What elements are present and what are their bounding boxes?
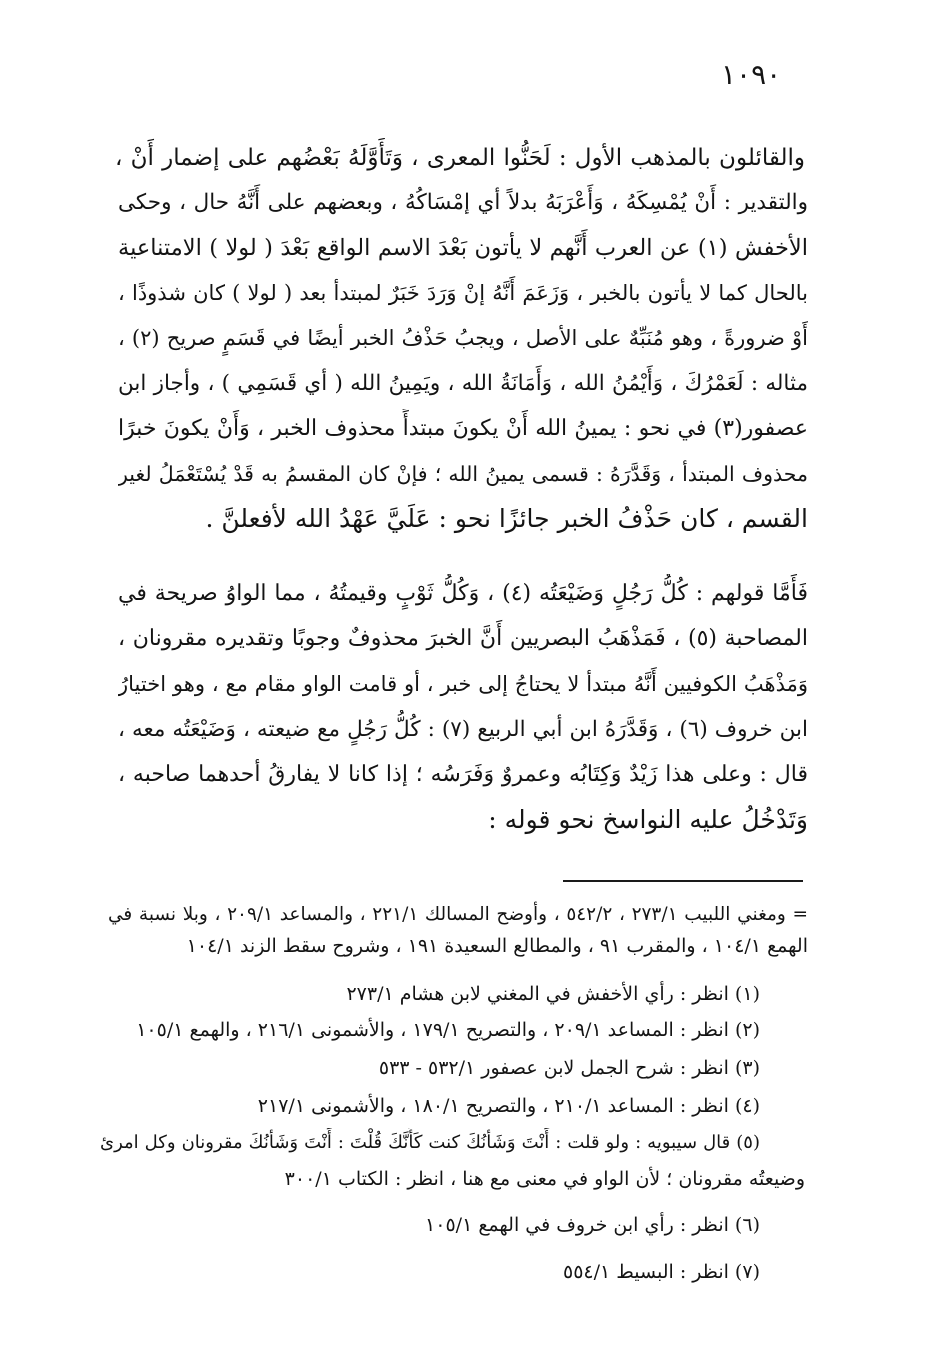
footnote-2: (٢) انظر : المساعد ٢٠٩/١ ، والتصريح ١٧٩/١ ، والأشمونى ٢١٦/١ ، والهمع ١٠٥/١	[136, 1019, 760, 1041]
footnote-3: (٣) انظر : شرح الجمل لابن عصفور ٥٣٢/١ - ٥٣٣	[378, 1057, 760, 1079]
paragraph-1-line-3: الأخفش (١) عن العرب أَنَّهم لا يأتون بَعْدَ الاسم الواقع بَعْدَ ( لولا ) الامتناعية	[118, 235, 808, 261]
paragraph-1-line-9: القسم ، كان حَذْفُ الخبر جائزًا نحو : عَلَيَّ عَهْدُ الله لأفعلنَّ .	[205, 504, 808, 533]
page-number: ١٠٩٠	[721, 58, 782, 91]
footnote-5-line-2: وضيعتُه مقرونان ؛ لأن الواو في معنى مع هنا ، انظر : الكتاب ٣٠٠/١	[284, 1168, 805, 1190]
footnote-7: (٧) انظر : البسيط ٥٥٤/١	[562, 1261, 760, 1283]
paragraph-2-line-4: ابن خروف (٦) ، وَقَدَّرَهُ ابن أبي الربيع (٧) : كُلُّ رَجُلٍ مع ضيعته ، وَضَيْعَتُه معه ،	[118, 717, 808, 742]
footnote-separator	[563, 880, 803, 882]
paragraph-1-line-1: والقائلون بالمذهب الأول : لَحَنُّوا المعرى ، وَتَأَوَّلَهُ بَعْضُهم على إضمار أَنْ ،	[115, 145, 805, 171]
paragraph-1-line-6: مثاله : لَعَمْرُكَ ، وَأَيْمُنُ الله ، وَأَمَانَةُ الله ، ويَمِينُ الله ( أي قَسَمِي ) ، وأجاز ابن	[118, 371, 808, 396]
paragraph-2-line-3: وَمَذْهَبُ الكوفيين أَنَّهُ مبتدأ لا يحتاجُ إلى خبر ، أو قامت الواو مقام مع ، وهو اختيارُ	[118, 672, 808, 696]
paragraph-1-line-2: والتقدير : أَنْ يُمْسِكَهُ ، وَأَعْرَبَهُ بدلاً أي إمْسَاكُهُ ، وبعضهم على أَنَّهُ حال ، وحكى	[118, 190, 808, 215]
footnote-continuation-line-2: الهمع ١٠٤/١ ، والمقرب ٩١ ، والمطالع السعيدة ١٩١ ، وشروح سقط الزند ١٠٤/١	[186, 935, 808, 957]
paragraph-1-line-8: محذوف المبتدأ ، وَقَدَّرَهُ : قسمى يمينُ الله ؛ فإنْ كان المقسمُ به قَدْ يُسْتَعْمَلُ لغير	[118, 462, 808, 486]
footnote-4: (٤) انظر : المساعد ٢١٠/١ ، والتصريح ١٨٠/١ ، والأشمونى ٢١٧/١	[257, 1095, 760, 1117]
paragraph-1-line-4: بالحال كما لا يأتون بالخبر ، وَزَعَمَ أَنَّهُ إنْ وَرَدَ خَبَرٌ لمبتدأ بعد ( لولا ) كان شذوذًا ،	[118, 281, 808, 305]
paragraph-2-line-5: قال : وعلى هذا زَيْدٌ وَكِتَابُه وعمروٌ وَفَرَسُه ؛ إذا كانا لا يفارقُ أحدهما صاحبه ،	[118, 762, 808, 787]
paragraph-1-line-5: أَوْ ضرورةً ، وهو مُنَبِّهٌ على الأصل ، ويجبُ حَذْفُ الخبر أيضًا في قَسَمٍ صريح (٢) ،	[118, 326, 808, 350]
paragraph-2-line-6: وَتَدْخُلُ عليه النواسخ نحو قوله :	[488, 805, 808, 834]
footnote-1: (١) انظر : رأي الأخفش في المغني لابن هشام ٢٧٣/١	[346, 983, 760, 1005]
paragraph-2-line-2: المصاحبة (٥) ، فَمَذْهَبُ البصريين أَنَّ الخبرَ محذوفٌ وجوبًا وتقديره مقرونان ،	[118, 626, 808, 651]
paragraph-2-line-1: فَأَمَّا قولهم : كُلُّ رَجُلٍ وَضَيْعَتُه (٤) ، وَكُلُّ ثَوْبٍ وقيمتُهُ ، مما الواوُ صريحة في	[118, 581, 808, 606]
footnote-continuation-line-1: = ومغني اللبيب ٢٧٣/١ ، ٥٤٢/٢ ، وأوضح المسالك ٢٢١/١ ، والمساعد ٢٠٩/١ ، وبلا نسبة في	[108, 904, 808, 925]
paragraph-1-line-7: عصفور(٣) في نحو : يمينُ الله أَنْ يكونَ مبتدأً محذوف الخبر ، وَأَنْ يكونَ خبرًا	[118, 416, 808, 441]
footnote-5-line-1: (٥) قال سيبويه : ولو قلت : أَنْتَ وَشَأْنُكَ كنت كَأَنَّكَ قُلْتَ : أَنْتَ وَشَأْنُكَ مقرونان وكل امرئ	[100, 1132, 760, 1153]
footnote-6: (٦) انظر : رأي ابن خروف في الهمع ١٠٥/١	[425, 1214, 760, 1236]
